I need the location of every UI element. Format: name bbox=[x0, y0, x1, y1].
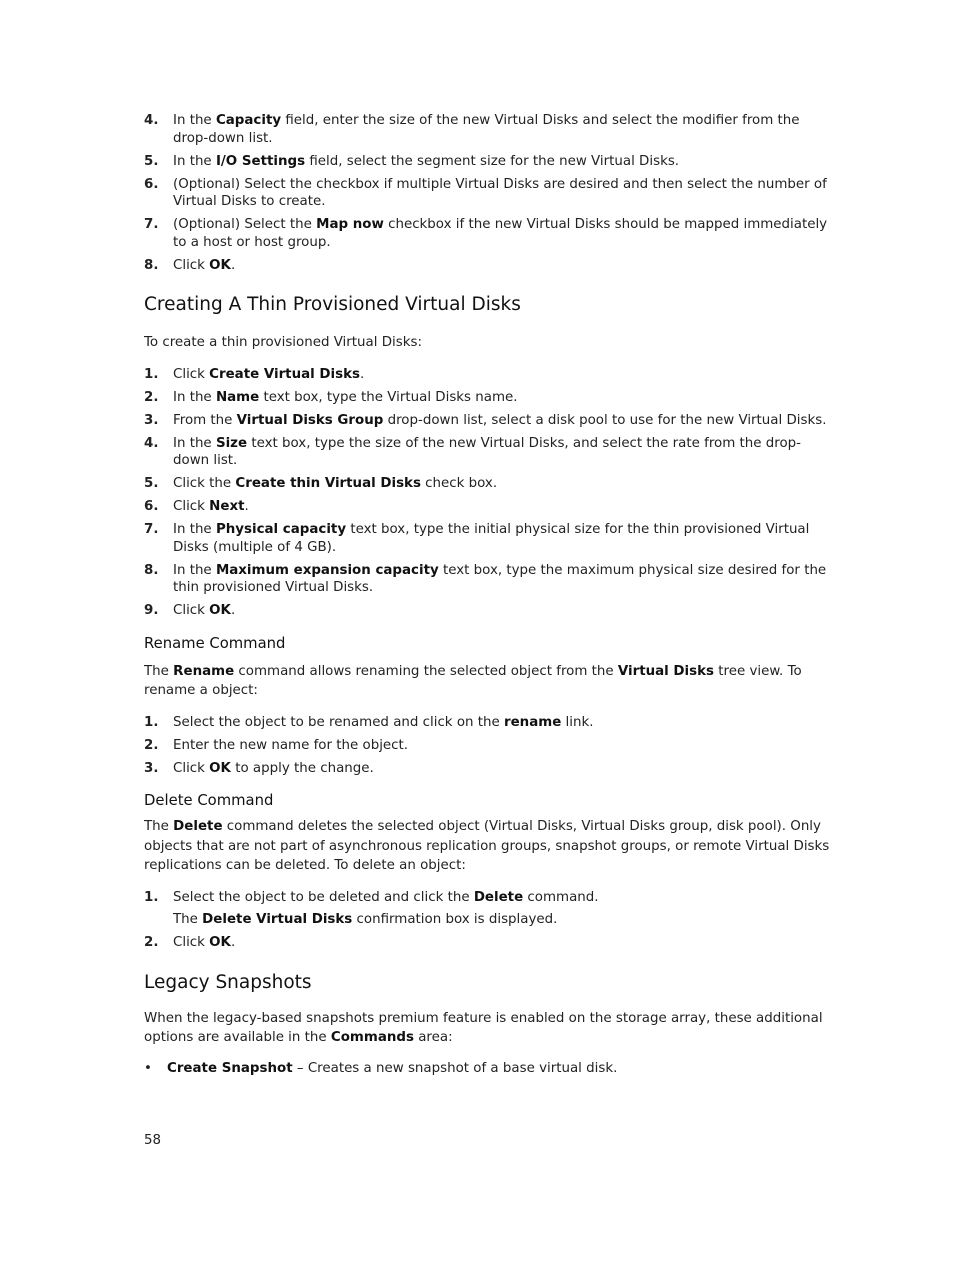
list-item: 8. In the Maximum expansion capacity text box, type the maximum physical size desired for the thin provisioned Virtual Disks. bbox=[144, 562, 827, 595]
list-item: 5. In the I/O Settings field, select the segment size for the new Virtual Disks. bbox=[144, 153, 680, 169]
list-item: 4. In the Capacity field, enter the size of the new Virtual Disks and select the modifier from the drop-down list. bbox=[144, 113, 800, 146]
list-item: 5. Click the Create thin Virtual Disks check box. bbox=[144, 476, 498, 491]
legacy-heading: Legacy Snapshots bbox=[144, 971, 312, 993]
delete-heading: Delete Command bbox=[144, 792, 274, 809]
continued-step-list bbox=[144, 112, 836, 274]
list-item: 8. Click OK. bbox=[144, 257, 236, 273]
list-item: 6. Click Next. bbox=[144, 499, 249, 514]
delete-intro: The Delete command deletes the selected object (Virtual Disks, Virtual Disks group, disk pool). Only objects that are not part of asynchronous replication groups, snapshot groups, or remote Virtual Disks replications can be deleted. To delete an object: bbox=[144, 819, 830, 873]
legacy-options-list bbox=[144, 1060, 836, 1078]
thin-section-heading: Creating A Thin Provisioned Virtual Disks bbox=[144, 294, 521, 315]
list-item: 7. (Optional) Select the Map now checkbox if the new Virtual Disks should be mapped immediately to a host or host group. bbox=[144, 217, 828, 250]
document-page bbox=[144, 112, 836, 1078]
list-item: 4. In the Size text box, type the size of the new Virtual Disks, and select the rate from the drop-down list. bbox=[144, 435, 802, 468]
list-item: 1. Select the object to be deleted and click the Delete command. The Delete Virtual Disks confirmation box is displayed. bbox=[144, 889, 836, 929]
page-number: 58 bbox=[144, 1133, 162, 1148]
step-result-note: The Delete Virtual Disks confirmation box is displayed. bbox=[173, 912, 558, 927]
bullet-icon: • bbox=[144, 1060, 152, 1076]
list-item: 7. In the Physical capacity text box, type the initial physical size for the thin provisioned Virtual Disks (multiple of 4 GB). bbox=[144, 522, 810, 555]
list-item: 1. Click Create Virtual Disks. bbox=[144, 366, 365, 382]
delete-step-list bbox=[144, 889, 836, 952]
rename-heading: Rename Command bbox=[144, 634, 286, 652]
list-item: 6. (Optional) Select the checkbox if multiple Virtual Disks are desired and then select the number of Virtual Disks to create. bbox=[144, 176, 827, 209]
list-item: 1. Select the object to be renamed and click on the rename link. bbox=[144, 714, 594, 730]
thin-intro: To create a thin provisioned Virtual Disks: bbox=[144, 335, 422, 350]
list-item: 2. In the Name text box, type the Virtual Disks name. bbox=[144, 389, 518, 405]
list-item: 3. From the Virtual Disks Group drop-down list, select a disk pool to use for the new Virtual Disks. bbox=[144, 412, 827, 428]
thin-step-list bbox=[144, 366, 836, 620]
rename-intro: The Rename command allows renaming the selected object from the Virtual Disks tree view. To rename a object: bbox=[144, 663, 802, 698]
rename-step-list bbox=[144, 714, 836, 778]
list-item: 9. Click OK. bbox=[144, 603, 236, 618]
list-item: 3. Click OK to apply the change. bbox=[144, 760, 374, 776]
list-item: • Create Snapshot – Creates a new snapshot of a base virtual disk. bbox=[144, 1060, 618, 1076]
legacy-intro: When the legacy-based snapshots premium feature is enabled on the storage array, these additional options are available in the Commands area: bbox=[144, 1010, 823, 1045]
list-item: 2. Click OK. bbox=[144, 935, 236, 950]
list-item: 2. Enter the new name for the object. bbox=[144, 737, 409, 753]
